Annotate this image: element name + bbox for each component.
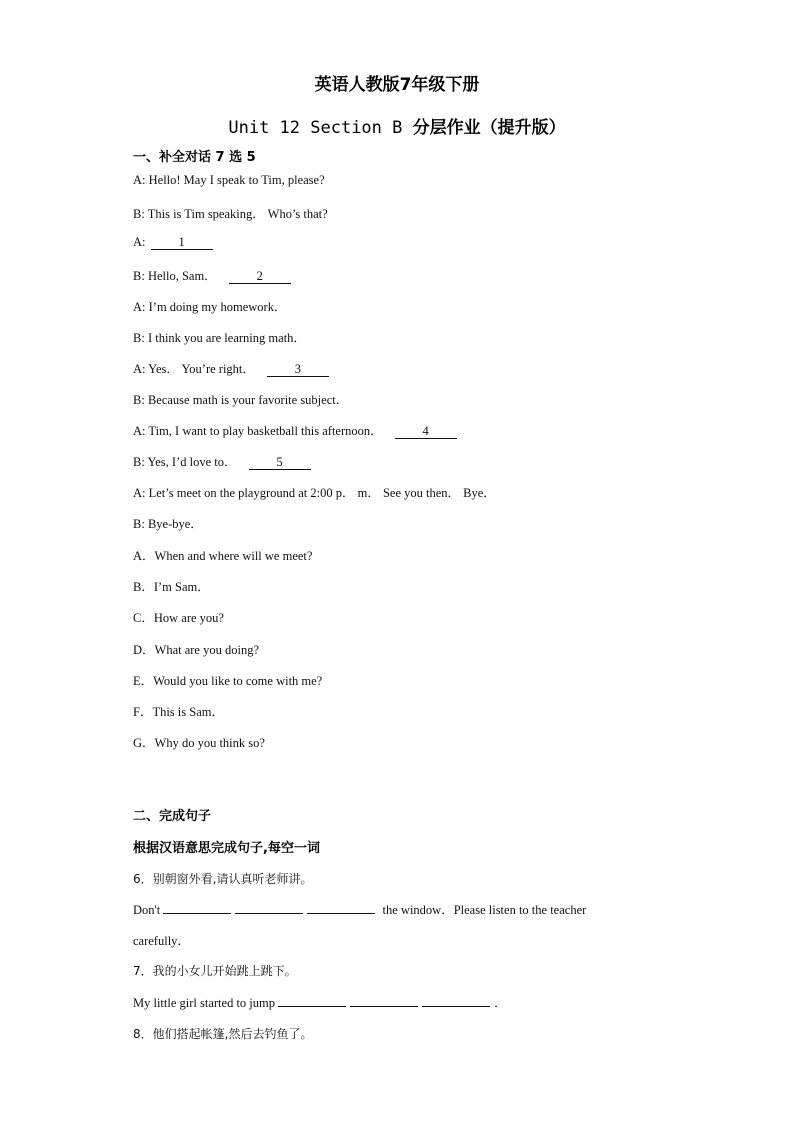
dialogue-text: I think you are learning math． <box>147 331 306 345</box>
dialogue-blank-5[interactable]: 5 <box>249 455 311 470</box>
q8-chinese: 8．他们搭起帐篷,然后去钓鱼了。 <box>133 1027 313 1041</box>
dialogue-line <box>133 514 203 532</box>
speaker-label: A: <box>133 300 146 314</box>
speaker-label: A: <box>133 173 146 187</box>
section1-heading: 一、补全对话 7 选 5 <box>133 150 256 165</box>
q6-start: Don't <box>133 903 161 917</box>
dialogue-blank-3[interactable]: 3 <box>267 362 329 377</box>
section2-heading: 二、完成句子 <box>133 809 212 824</box>
dialogue-text: Because math is your favorite subject． <box>147 393 349 407</box>
dialogue-text: I’m doing my homework． <box>148 300 287 314</box>
q6-chinese: 6．别朝窗外看,请认真听老师讲。 <box>133 872 313 886</box>
dialogue-line <box>133 173 325 188</box>
dialogue-line <box>133 390 348 408</box>
page-title: 英语人教版7年级下册 <box>314 75 480 95</box>
answer-blank[interactable] <box>307 901 375 914</box>
option-item: G．Why do you think so? <box>133 736 265 750</box>
q7-start: My little girl started to jump <box>133 996 275 1010</box>
dialogue-line <box>133 421 457 439</box>
dialogue-line <box>133 328 306 346</box>
speaker-label: B: <box>133 455 145 469</box>
dialogue-text: Hello! May I speak to Tim, please? <box>148 173 325 187</box>
subtitle-unit: Unit 12 Section B <box>228 118 403 138</box>
dialogue-blank-1[interactable]: 1 <box>151 235 213 250</box>
subtitle-level: 分层作业（提升版） <box>412 118 566 138</box>
option-item: A．When and where will we meet? <box>133 549 313 563</box>
option-item: B．I’m Sam． <box>133 580 210 594</box>
dialogue-line <box>133 204 328 222</box>
answer-blank[interactable] <box>422 994 490 1007</box>
dialogue-line <box>133 297 286 315</box>
q7-chinese: 7．我的小女儿开始跳上跳下。 <box>133 964 297 978</box>
q6-english <box>133 900 586 918</box>
dialogue-line <box>133 359 329 377</box>
dialogue-line <box>133 483 496 501</box>
option-item: E．Would you like to come with me? <box>133 674 323 688</box>
speaker-label: B: <box>133 393 145 407</box>
q6-end: the window．Please listen to the teacher <box>382 903 587 917</box>
speaker-label: A: <box>133 362 146 376</box>
option-item: C．How are you? <box>133 611 224 625</box>
q7-end: ． <box>494 996 507 1010</box>
answer-blank[interactable] <box>163 901 231 914</box>
option-item: D．What are you doing? <box>133 643 260 657</box>
q6-continuation: carefully． <box>133 934 190 948</box>
answer-blank[interactable] <box>350 994 418 1007</box>
speaker-label: B: <box>133 331 145 345</box>
page-subtitle <box>0 113 794 138</box>
speaker-label: A: <box>133 486 146 500</box>
option-item: F．This is Sam． <box>133 705 224 719</box>
dialogue-text: Yes, I’d love to． <box>147 455 237 469</box>
dialogue-text: Tim, I want to play basketball this afternoon． <box>148 424 383 438</box>
answer-blank[interactable] <box>278 994 346 1007</box>
dialogue-blank-4[interactable]: 4 <box>395 424 457 439</box>
speaker-label: A: <box>133 424 146 438</box>
speaker-label: A: <box>133 235 146 249</box>
speaker-label: B: <box>133 517 145 531</box>
dialogue-text: Yes． You’re right． <box>148 362 255 376</box>
dialogue-line <box>133 235 213 250</box>
dialogue-text: Hello, Sam． <box>147 269 217 283</box>
dialogue-text: Let’s meet on the playground at 2:00 p． m． See you then． Bye． <box>148 486 496 500</box>
dialogue-blank-2[interactable]: 2 <box>229 269 291 284</box>
dialogue-text: Bye-bye． <box>147 517 203 531</box>
q7-english <box>133 993 507 1011</box>
dialogue-text: This is Tim speaking． Who’s that? <box>147 207 328 221</box>
dialogue-line <box>133 266 291 284</box>
speaker-label: B: <box>133 269 145 283</box>
dialogue-line <box>133 452 311 470</box>
section2-instruction: 根据汉语意思完成句子,每空一词 <box>133 841 320 856</box>
speaker-label: B: <box>133 207 145 221</box>
answer-blank[interactable] <box>235 901 303 914</box>
